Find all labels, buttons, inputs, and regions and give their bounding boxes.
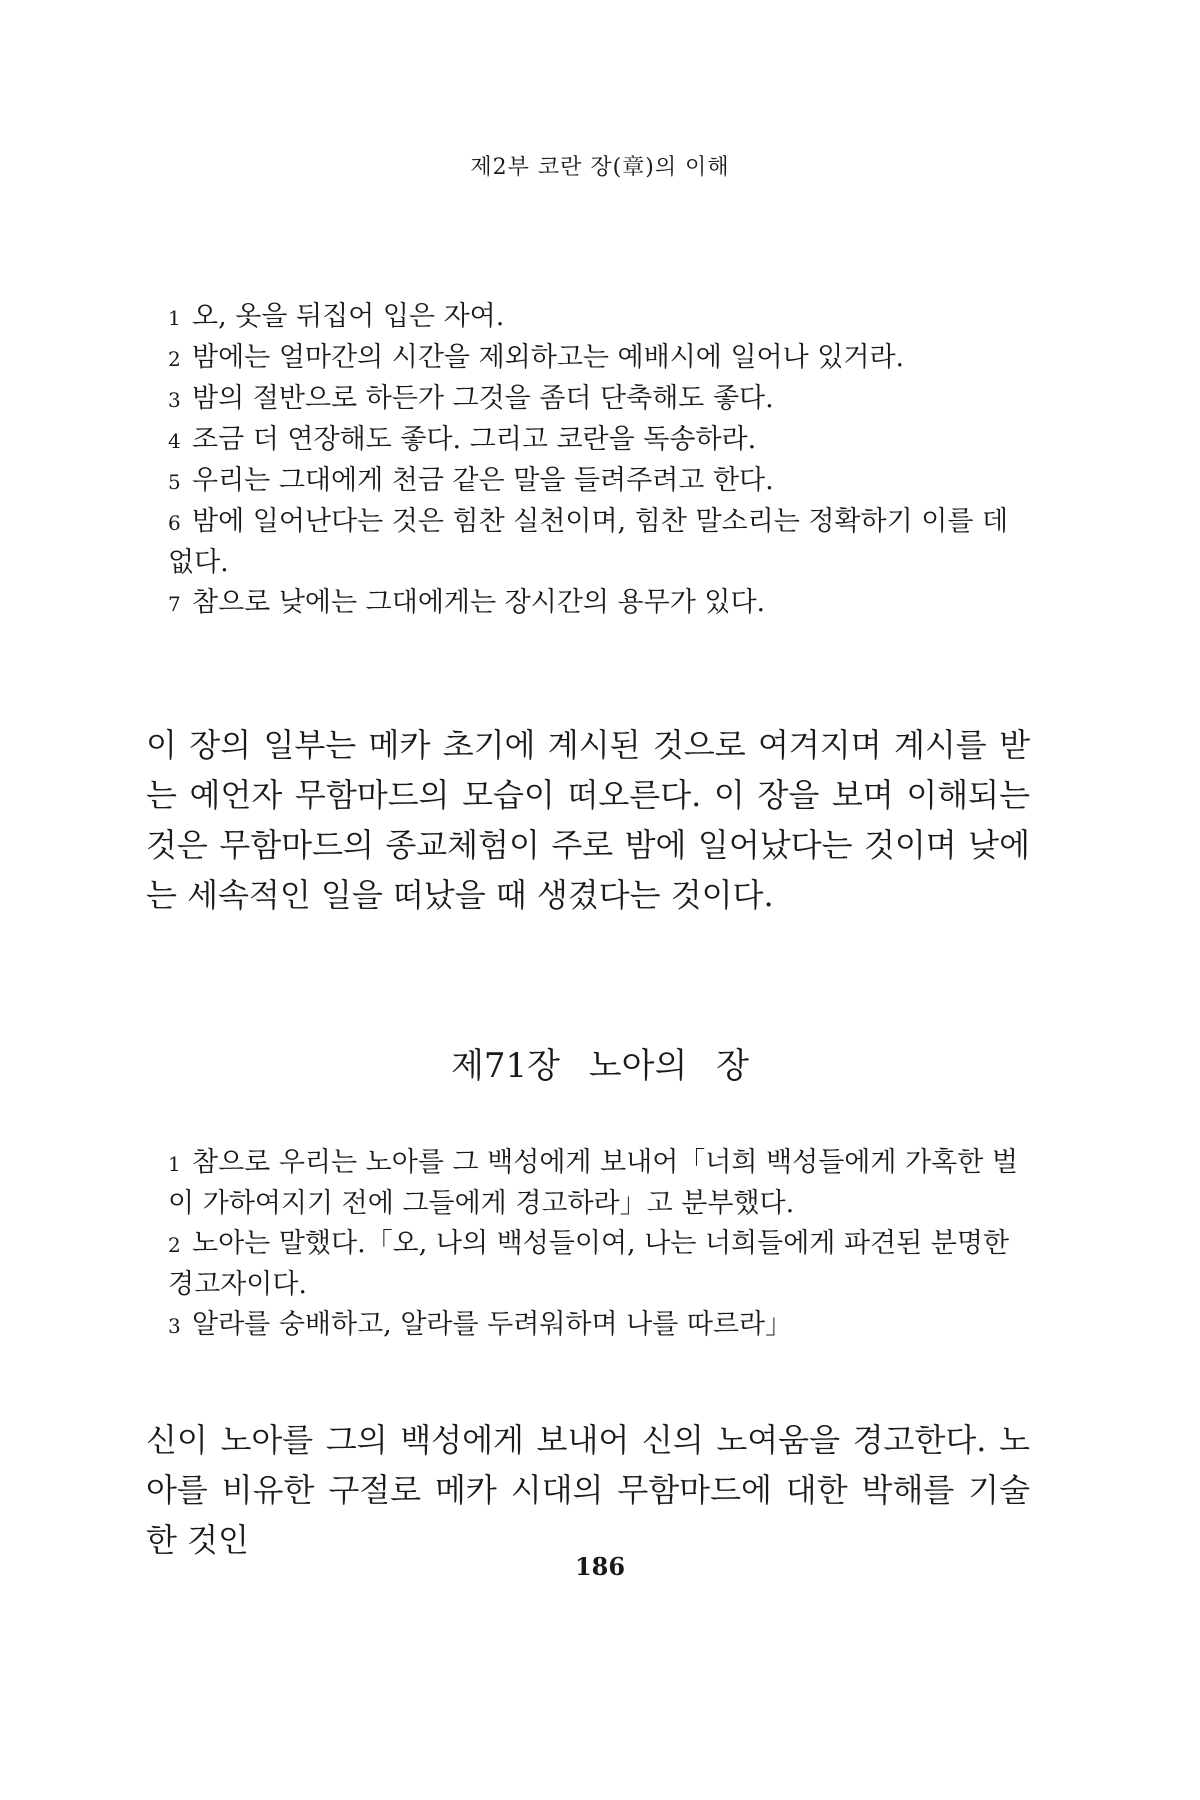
verse-number: 5 [168,470,181,494]
verse-list [168,1143,1028,1346]
verse-number: 7 [168,592,181,616]
verse-number: 2 [168,347,181,371]
verse [168,338,1028,379]
commentary-paragraph: 신이 노아를 그의 백성에게 보내어 신의 노여움을 경고한다. 노아를 비유한 구절로 메카 시대의 무함마드에 대한 박해를 기술한 것인 [146,1421,1030,1559]
verse-number: 1 [168,306,181,330]
verse-text: 참으로 우리는 노아를 그 백성에게 보내어「너희 백성들에게 가혹한 벌이 가하여지기 전에 그들에게 경고하라」고 분부했다. [168,1147,1018,1219]
verse [168,502,1028,583]
verse-text: 조금 더 연장해도 좋다. 그리고 코란을 독송하라. [192,424,757,455]
commentary-paragraph: 이 장의 일부는 메카 초기에 계시된 것으로 여겨지며 계시를 받는 예언자 무함마드의 모습이 떠오른다. 이 장을 보며 이해되는 것은 무함마드의 종교체험이 주로 밤에 일어났다는 것이며 낮에는 세속적인 일을 떠났을 때 생겼다는 것이다. [146,726,1030,914]
verse-text: 참으로 낮에는 그대에게는 장시간의 용무가 있다. [192,587,766,618]
verse-number: 3 [168,388,181,412]
verse-number: 1 [168,1152,181,1176]
page-number: 186 [574,1552,626,1581]
verse [168,1224,1028,1305]
verse-number: 3 [168,1314,181,1338]
running-header: 제2부 코란 장(章)의 이해 [470,155,730,180]
verse [168,1305,1028,1346]
verse [168,297,1028,338]
verse-number: 2 [168,1233,181,1257]
verse-text: 우리는 그대에게 천금 같은 말을 들려주려고 한다. [192,465,774,496]
verse-text: 밤에 일어난다는 것은 힘찬 실천이며, 힘찬 말소리는 정확하기 이를 데 없다. [168,506,1009,578]
verse-number: 4 [168,429,181,453]
verse-text: 밤의 절반으로 하든가 그것을 좀더 단축해도 좋다. [192,383,774,414]
verse [168,1143,1028,1224]
verse-number: 6 [168,511,181,535]
verse-text: 노아는 말했다.「오, 나의 백성들이여, 나는 너희들에게 파견된 분명한 경고자이다. [168,1228,1010,1300]
chapter-title: 제71장 노아의 장 [451,1046,749,1086]
verse [168,379,1028,420]
verse-text: 알라를 숭배하고, 알라를 두려워하며 나를 따르라」 [192,1309,793,1340]
verse [168,583,1028,624]
verse-text: 밤에는 얼마간의 시간을 제외하고는 예배시에 일어나 있거라. [192,342,905,373]
verse-text: 오, 옷을 뒤집어 입은 자여. [192,301,505,332]
verse [168,461,1028,502]
verse [168,420,1028,461]
verse-list [168,297,1028,624]
